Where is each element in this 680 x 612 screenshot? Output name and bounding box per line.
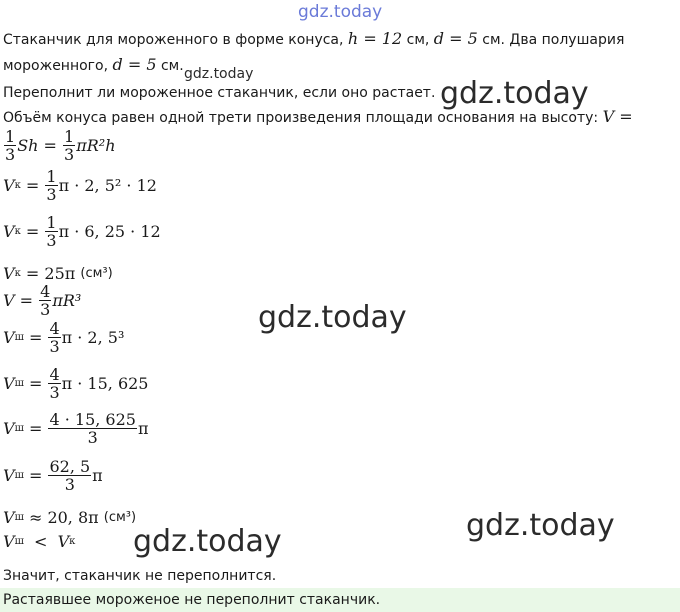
conclusion-text: Значит, стаканчик не переполнится. [3,568,277,584]
formula-vk-2: V к = $\frac{1}{3}$ π · 6, 25 · 12 [3,213,161,250]
problem-text: мороженного, [3,58,109,74]
fraction-four-thirds: $\frac{4}{3}$ [40,282,51,319]
formula-vsh-1: V ш = $\frac{4}{3}$ π · 2, 5³ [3,319,125,356]
fraction-four-thirds: $\frac{4}{3}$ [49,365,60,402]
answer-banner: Растаявшее мороженое не переполнит стаканчик. [0,588,680,612]
fraction-one-third: $\frac{1}{3}$ [5,127,16,164]
intro-v: V = [602,107,633,126]
problem-question: Переполнит ли мороженное стаканчик, если оно растает. [3,85,436,101]
problem-text: Стаканчик для мороженного в форме конуса, [3,32,344,48]
formula-text: πR³ [52,291,82,310]
fraction-product: $\frac{4 \cdot 15, 625}{3}$ [49,410,136,447]
solution-intro [3,108,633,127]
intro-text: Объём конуса равен одной трети произведения площади основания на высоту: [3,110,599,126]
unit-label: (см³) [80,266,113,281]
watermark-large-4: gdz.today [133,524,282,559]
formula-text: πR²h [76,136,116,155]
formula-text: π · 2, 5³ [61,328,125,347]
formula-vsh-2: V ш = $\frac{4}{3}$ π · 15, 625 [3,365,149,402]
d-value: d = 5 [112,55,157,74]
fraction-one-third: $\frac{1}{3}$ [46,167,57,204]
problem-text-end: см. Два полушария [482,32,625,48]
formula-text: π [137,419,149,438]
problem-line-1 [3,30,624,49]
unit-label: (см³) [103,510,137,525]
fraction-one-third: $\frac{1}{3}$ [46,213,57,250]
formula-vsh-result: V ш ≈ 20, 8π (см³) [3,508,137,527]
formula-comparison: V ш < V к [3,532,76,551]
unit-cm: см. [160,58,184,74]
problem-line-2 [3,56,184,75]
watermark-large-2: gdz.today [258,300,407,335]
fraction-value: $\frac{62, 5}{3}$ [49,457,91,494]
watermark-large-3: gdz.today [466,508,615,543]
formula-text: Sh = [17,136,57,155]
formula-text: π [92,466,103,485]
formula-vsh-4: V ш = $\frac{62, 5}{3}$ π [3,457,103,494]
formula-vk-1: V к = $\frac{1}{3}$ π · 2, 5² · 12 [3,167,157,204]
formula-cone-volume [3,128,116,163]
formula-text: π · 15, 625 [61,374,149,393]
formula-vsh-3: V ш = $\frac{4 \cdot 15, 625}{3}$ π [3,410,149,447]
formula-text: π · 2, 5² · 12 [58,176,157,195]
h-value: h = 12 [347,29,403,48]
watermark-large-1: gdz.today [440,76,589,111]
watermark-top: gdz.today [298,2,383,22]
formula-vk-result: V к = 25π (см³) [3,264,113,283]
watermark-small: gdz.today [184,66,254,82]
unit-cm: см, [406,32,430,48]
d-value: d = 5 [433,29,478,48]
formula-sphere-volume: V = $\frac{4}{3}$ πR³ [3,282,82,319]
fraction-four-thirds: $\frac{4}{3}$ [49,319,60,356]
fraction-one-third: $\frac{1}{3}$ [64,127,75,164]
formula-text: π · 6, 25 · 12 [58,222,161,241]
